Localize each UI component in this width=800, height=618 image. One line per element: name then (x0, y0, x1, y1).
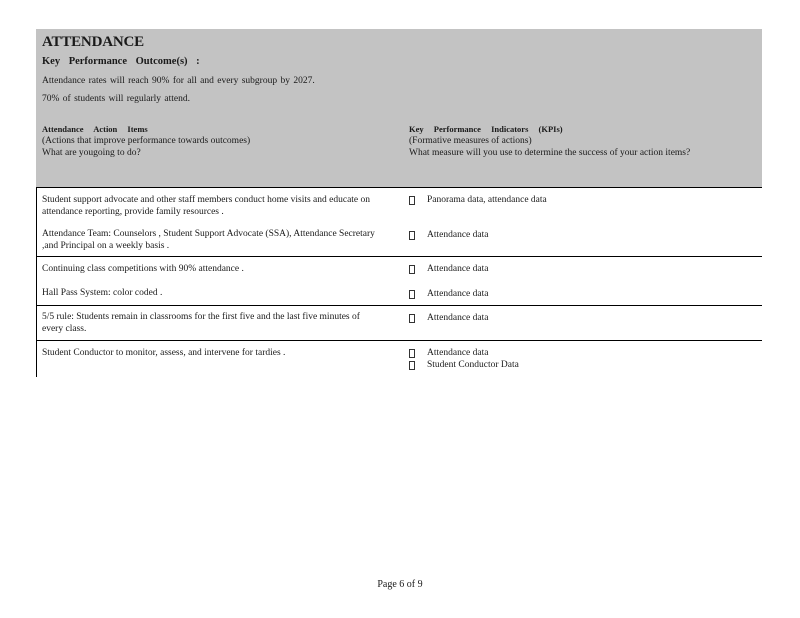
bullet-box-icon (409, 290, 415, 299)
kpo-label: Key Performance Outcome(s) : (42, 56, 200, 67)
outcome-1: Attendance rates will reach 90% for all and every subgroup by 2027. (42, 76, 315, 86)
kpi-bullet (409, 347, 488, 359)
table-cell-action: Continuing class competitions with 90% attendance . (42, 264, 244, 274)
bullet-box-icon (409, 231, 415, 240)
kpi-text: Attendance data (427, 264, 489, 274)
kpi-bullet (409, 229, 488, 241)
page-number: Page 6 of 9 (377, 579, 423, 590)
kpi-text: Attendance data (427, 313, 489, 323)
action-items-question: What are yougoing to do? (42, 148, 141, 158)
kpi-text: Panorama data, attendance data (427, 195, 547, 205)
row-divider (36, 187, 762, 188)
kpi-text: Attendance data (427, 289, 489, 299)
kpi-text: Student Conductor Data (427, 360, 519, 370)
section-header (36, 29, 762, 187)
table-cell-action: Attendance Team: Counselors , Student Support Advocate (SSA), Attendance Secretary ,and Principal on a weekly basis . (42, 229, 375, 251)
row-divider (36, 340, 762, 341)
table-left-border (36, 187, 37, 377)
action-items-subheading: (Actions that improve performance towards outcomes) (42, 136, 251, 146)
table-cell-action: 5/5 rule: Students remain in classrooms for the first five and the last five minutes of every class. (42, 312, 360, 334)
table-cell-action: Student support advocate and other staff members conduct home visits and educate on attendance reporting, provide family resources . (42, 195, 371, 217)
bullet-box-icon (409, 349, 415, 358)
kpi-subheading: (Formative measures of actions) (409, 136, 532, 146)
kpi-question: What measure will you use to determine the success of your action items? (409, 148, 691, 158)
bullet-box-icon (409, 361, 415, 370)
kpi-text: Attendance data (427, 230, 489, 240)
action-items-heading: Attendance Action Items (42, 124, 148, 134)
table-cell-action: Student Conductor to monitor, assess, and intervene for tardies . (42, 348, 286, 358)
kpi-bullet (409, 263, 488, 275)
kpi-heading: Key Performance Indicators (KPIs) (409, 124, 563, 134)
section-title: ATTENDANCE (42, 34, 144, 50)
kpi-bullet (409, 312, 488, 324)
row-divider (36, 305, 762, 306)
kpi-header (409, 123, 759, 159)
kpi-text: Attendance data (427, 348, 489, 358)
kpi-bullet (409, 288, 488, 300)
table-cell-action: Hall Pass System: color coded . (42, 288, 163, 298)
outcome-2: 70% of students will regularly attend. (42, 94, 190, 104)
row-divider (36, 256, 762, 257)
kpi-bullet (409, 359, 519, 371)
action-items-header (42, 123, 392, 159)
bullet-box-icon (409, 196, 415, 205)
bullet-box-icon (409, 265, 415, 274)
bullet-box-icon (409, 314, 415, 323)
kpi-bullet (409, 194, 547, 206)
